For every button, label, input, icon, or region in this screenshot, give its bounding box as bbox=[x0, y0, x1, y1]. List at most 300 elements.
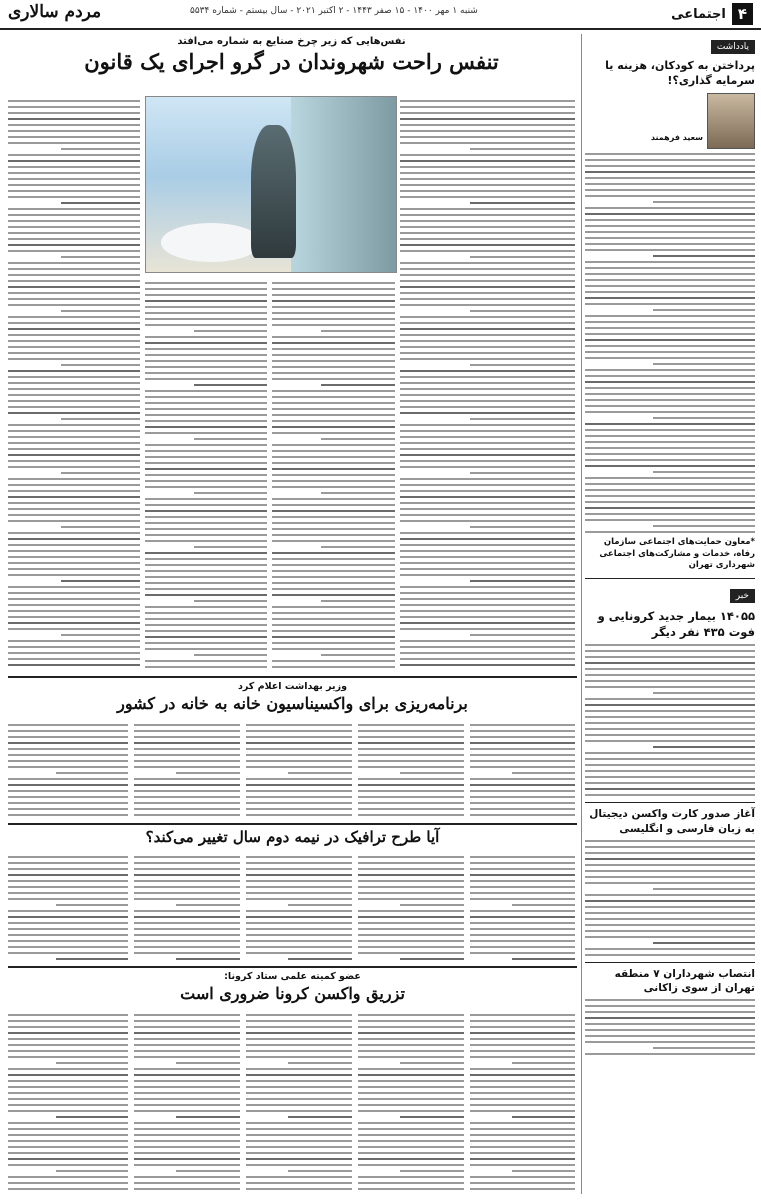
text-line bbox=[134, 1188, 240, 1190]
text-line bbox=[400, 592, 575, 594]
text-line bbox=[585, 447, 755, 449]
text-line bbox=[470, 1176, 575, 1178]
text-line bbox=[585, 870, 755, 872]
text-line bbox=[470, 1182, 575, 1184]
text-line bbox=[400, 112, 575, 114]
text-line bbox=[585, 453, 755, 455]
text-line bbox=[272, 426, 395, 428]
text-line bbox=[358, 874, 464, 876]
text-line bbox=[585, 477, 755, 479]
text-line bbox=[400, 352, 575, 354]
text-line bbox=[246, 886, 352, 888]
story3-text-column bbox=[358, 852, 464, 960]
text-line bbox=[8, 766, 128, 768]
text-line bbox=[470, 1056, 575, 1058]
text-line bbox=[400, 286, 575, 288]
text-line bbox=[246, 1134, 352, 1136]
text-line bbox=[470, 1068, 575, 1070]
text-line bbox=[134, 1152, 240, 1154]
text-line bbox=[272, 324, 395, 326]
text-line bbox=[134, 814, 240, 816]
text-line bbox=[585, 435, 755, 437]
story4-text-column bbox=[134, 1010, 240, 1190]
text-line bbox=[585, 429, 755, 431]
text-line bbox=[8, 226, 140, 228]
text-line bbox=[470, 310, 575, 312]
text-line bbox=[145, 294, 267, 296]
text-line bbox=[585, 321, 755, 323]
text-line bbox=[8, 1056, 128, 1058]
text-line bbox=[8, 610, 140, 612]
text-line bbox=[272, 378, 395, 380]
text-line bbox=[470, 1122, 575, 1124]
text-line bbox=[134, 1038, 240, 1040]
text-line bbox=[358, 1158, 464, 1160]
text-line bbox=[145, 450, 267, 452]
text-line bbox=[145, 642, 267, 644]
text-line bbox=[585, 680, 755, 682]
text-line bbox=[358, 928, 464, 930]
text-line bbox=[8, 910, 128, 912]
text-line bbox=[8, 550, 140, 552]
text-line bbox=[400, 328, 575, 330]
text-line bbox=[145, 360, 267, 362]
text-line bbox=[145, 474, 267, 476]
text-line bbox=[358, 1014, 464, 1016]
text-line bbox=[585, 894, 755, 896]
text-line bbox=[470, 580, 575, 582]
text-line bbox=[145, 648, 267, 650]
story3-title: آیا طرح ترافیک در نیمه دوم سال تغییر می‌کند؟ bbox=[145, 828, 440, 846]
text-line bbox=[176, 1062, 240, 1064]
text-line bbox=[194, 384, 267, 386]
text-line bbox=[470, 1128, 575, 1130]
text-line bbox=[246, 916, 352, 918]
text-line bbox=[8, 1122, 128, 1124]
photo-figure bbox=[251, 125, 296, 258]
text-line bbox=[288, 1116, 352, 1118]
text-line bbox=[145, 564, 267, 566]
text-line bbox=[8, 478, 140, 480]
text-line bbox=[8, 928, 128, 930]
text-line bbox=[8, 286, 140, 288]
text-line bbox=[8, 442, 140, 444]
text-line bbox=[288, 1062, 352, 1064]
text-line bbox=[8, 280, 140, 282]
text-line bbox=[246, 874, 352, 876]
text-line bbox=[8, 436, 140, 438]
text-line bbox=[8, 898, 128, 900]
text-line bbox=[400, 400, 575, 402]
text-line bbox=[145, 312, 267, 314]
text-line bbox=[470, 766, 575, 768]
text-line bbox=[246, 940, 352, 942]
text-line bbox=[145, 522, 267, 524]
text-line bbox=[145, 318, 267, 320]
text-line bbox=[470, 1158, 575, 1160]
text-line bbox=[400, 178, 575, 180]
story3-text-column bbox=[470, 852, 575, 960]
text-line bbox=[8, 328, 140, 330]
text-line bbox=[585, 153, 755, 155]
text-line bbox=[145, 462, 267, 464]
text-line bbox=[585, 519, 755, 521]
text-line bbox=[8, 784, 128, 786]
text-line bbox=[653, 255, 755, 257]
text-line bbox=[400, 454, 575, 456]
text-line bbox=[585, 207, 755, 209]
story2-text-column bbox=[134, 720, 240, 818]
text-line bbox=[400, 514, 575, 516]
text-line bbox=[585, 788, 755, 790]
text-line bbox=[8, 112, 140, 114]
text-line bbox=[400, 376, 575, 378]
text-line bbox=[246, 1050, 352, 1052]
text-line bbox=[8, 652, 140, 654]
text-line bbox=[134, 1080, 240, 1082]
text-line bbox=[653, 309, 755, 311]
text-line bbox=[585, 716, 755, 718]
text-line bbox=[134, 916, 240, 918]
text-line bbox=[321, 330, 395, 332]
text-line bbox=[246, 1086, 352, 1088]
text-line bbox=[8, 454, 140, 456]
text-lines bbox=[585, 93, 703, 149]
text-line bbox=[134, 1182, 240, 1184]
note-body bbox=[585, 153, 755, 533]
text-line bbox=[246, 898, 352, 900]
text-line bbox=[272, 282, 395, 284]
text-line bbox=[400, 586, 575, 588]
photo-curtain bbox=[291, 97, 396, 272]
text-line bbox=[400, 412, 575, 414]
text-line bbox=[400, 262, 575, 264]
text-line bbox=[8, 250, 140, 252]
text-line bbox=[585, 1005, 755, 1007]
text-line bbox=[246, 1176, 352, 1178]
text-line bbox=[358, 880, 464, 882]
text-line bbox=[246, 856, 352, 858]
text-line bbox=[8, 1080, 128, 1082]
text-line bbox=[470, 1086, 575, 1088]
story4-title: تزریق واکسن کرونا ضروری است bbox=[180, 984, 405, 1003]
text-line bbox=[288, 1170, 352, 1172]
text-line bbox=[470, 754, 575, 756]
text-line bbox=[134, 856, 240, 858]
text-line bbox=[400, 142, 575, 144]
text-line bbox=[400, 100, 575, 102]
text-line bbox=[8, 934, 128, 936]
text-line bbox=[246, 754, 352, 756]
text-line bbox=[585, 177, 755, 179]
text-line bbox=[400, 106, 575, 108]
text-line bbox=[246, 766, 352, 768]
text-line bbox=[272, 396, 395, 398]
text-line bbox=[400, 448, 575, 450]
text-line bbox=[358, 952, 464, 954]
text-line bbox=[321, 654, 395, 656]
text-line bbox=[8, 1092, 128, 1094]
story3-text-column bbox=[8, 852, 128, 960]
text-line bbox=[134, 928, 240, 930]
text-line bbox=[585, 740, 755, 742]
text-line bbox=[512, 958, 575, 960]
text-line bbox=[272, 360, 395, 362]
text-line bbox=[400, 568, 575, 570]
text-line bbox=[8, 880, 128, 882]
text-line bbox=[400, 598, 575, 600]
text-line bbox=[8, 946, 128, 948]
text-line bbox=[272, 504, 395, 506]
text-line bbox=[272, 372, 395, 374]
text-line bbox=[8, 916, 128, 918]
text-line bbox=[8, 640, 140, 642]
text-line bbox=[400, 436, 575, 438]
text-line bbox=[470, 814, 575, 816]
text-line bbox=[585, 243, 755, 245]
text-line bbox=[145, 570, 267, 572]
text-line bbox=[8, 160, 140, 162]
text-line bbox=[358, 1032, 464, 1034]
text-line bbox=[194, 546, 267, 548]
lead-photo bbox=[145, 96, 397, 273]
text-line bbox=[400, 274, 575, 276]
text-line bbox=[8, 166, 140, 168]
text-line bbox=[470, 1044, 575, 1046]
lead-kicker: نفس‌هایی که زیر چرخ صنایع به شماره می‌افتد bbox=[177, 36, 406, 47]
text-line bbox=[585, 291, 755, 293]
text-line bbox=[585, 656, 755, 658]
text-line bbox=[585, 219, 755, 221]
text-line bbox=[400, 562, 575, 564]
text-line bbox=[400, 958, 464, 960]
text-line bbox=[585, 912, 755, 914]
news1-body bbox=[585, 644, 755, 796]
text-line bbox=[8, 196, 140, 198]
text-line bbox=[585, 171, 755, 173]
text-line bbox=[145, 414, 267, 416]
text-line bbox=[145, 366, 267, 368]
text-line bbox=[400, 442, 575, 444]
text-line bbox=[8, 808, 128, 810]
text-line bbox=[8, 316, 140, 318]
text-line bbox=[246, 1158, 352, 1160]
text-line bbox=[246, 1140, 352, 1142]
text-line bbox=[400, 346, 575, 348]
text-line bbox=[145, 552, 267, 554]
text-line bbox=[512, 1116, 575, 1118]
text-line bbox=[272, 432, 395, 434]
text-line bbox=[400, 334, 575, 336]
text-line bbox=[145, 594, 267, 596]
text-line bbox=[272, 594, 395, 596]
text-line bbox=[272, 342, 395, 344]
text-line bbox=[585, 249, 755, 251]
text-line bbox=[8, 130, 140, 132]
text-line bbox=[145, 636, 267, 638]
text-line bbox=[400, 490, 575, 492]
text-line bbox=[272, 588, 395, 590]
text-line bbox=[470, 856, 575, 858]
text-line bbox=[272, 414, 395, 416]
text-line bbox=[134, 1056, 240, 1058]
text-line bbox=[134, 934, 240, 936]
text-line bbox=[8, 466, 140, 468]
text-line bbox=[470, 634, 575, 636]
text-line bbox=[145, 444, 267, 446]
text-line bbox=[134, 910, 240, 912]
text-line bbox=[145, 348, 267, 350]
text-line bbox=[272, 336, 395, 338]
text-line bbox=[585, 213, 755, 215]
text-line bbox=[400, 124, 575, 126]
text-line bbox=[358, 1056, 464, 1058]
text-line bbox=[8, 778, 128, 780]
news1-title: ۱۴۰۵۵ بیمار جدید کرونایی و فوت ۴۳۵ نفر دیگر bbox=[597, 609, 755, 639]
text-line bbox=[56, 1116, 128, 1118]
text-line bbox=[585, 357, 755, 359]
text-line bbox=[8, 1038, 128, 1040]
text-line bbox=[134, 892, 240, 894]
text-line bbox=[272, 306, 395, 308]
text-line bbox=[321, 438, 395, 440]
text-line bbox=[470, 1146, 575, 1148]
text-line bbox=[585, 728, 755, 730]
text-line bbox=[585, 918, 755, 920]
text-line bbox=[585, 752, 755, 754]
text-line bbox=[8, 754, 128, 756]
text-line bbox=[272, 468, 395, 470]
text-line bbox=[246, 796, 352, 798]
text-line bbox=[8, 760, 128, 762]
text-line bbox=[358, 1086, 464, 1088]
text-line bbox=[246, 808, 352, 810]
text-line bbox=[8, 1020, 128, 1022]
text-line bbox=[400, 370, 575, 372]
text-line bbox=[134, 1104, 240, 1106]
divider bbox=[585, 962, 755, 963]
text-line bbox=[61, 202, 140, 204]
text-line bbox=[585, 297, 755, 299]
text-line bbox=[470, 790, 575, 792]
text-line bbox=[400, 460, 575, 462]
text-line bbox=[246, 910, 352, 912]
text-line bbox=[194, 600, 267, 602]
text-line bbox=[400, 532, 575, 534]
text-line bbox=[8, 796, 128, 798]
text-line bbox=[8, 142, 140, 144]
text-line bbox=[470, 946, 575, 948]
text-line bbox=[145, 516, 267, 518]
story-rule bbox=[8, 823, 577, 825]
text-line bbox=[8, 184, 140, 186]
text-line bbox=[585, 405, 755, 407]
text-line bbox=[358, 766, 464, 768]
text-line bbox=[134, 868, 240, 870]
text-line bbox=[8, 868, 128, 870]
text-line bbox=[8, 502, 140, 504]
text-line bbox=[272, 420, 395, 422]
photo-cloud bbox=[161, 223, 261, 262]
text-line bbox=[358, 790, 464, 792]
text-line bbox=[8, 100, 140, 102]
text-line bbox=[246, 1068, 352, 1070]
story4-text-column bbox=[246, 1010, 352, 1190]
text-line bbox=[246, 1104, 352, 1106]
text-line bbox=[272, 648, 395, 650]
text-line bbox=[585, 650, 755, 652]
text-line bbox=[272, 294, 395, 296]
text-line bbox=[358, 1098, 464, 1100]
text-line bbox=[272, 312, 395, 314]
text-line bbox=[272, 552, 395, 554]
text-line bbox=[8, 562, 140, 564]
text-line bbox=[585, 423, 755, 425]
text-line bbox=[272, 540, 395, 542]
text-line bbox=[145, 372, 267, 374]
text-line bbox=[272, 480, 395, 482]
text-line bbox=[358, 1164, 464, 1166]
text-line bbox=[400, 280, 575, 282]
text-line bbox=[470, 1032, 575, 1034]
text-line bbox=[400, 484, 575, 486]
text-line bbox=[8, 1098, 128, 1100]
text-line bbox=[585, 930, 755, 932]
text-line bbox=[358, 754, 464, 756]
text-line bbox=[8, 1134, 128, 1136]
text-line bbox=[400, 496, 575, 498]
text-line bbox=[145, 342, 267, 344]
story-rule bbox=[8, 966, 577, 968]
text-line bbox=[134, 940, 240, 942]
text-line bbox=[8, 922, 128, 924]
text-line bbox=[585, 782, 755, 784]
text-line bbox=[512, 904, 575, 906]
text-line bbox=[585, 924, 755, 926]
text-line bbox=[358, 1176, 464, 1178]
text-line bbox=[400, 550, 575, 552]
text-line bbox=[400, 652, 575, 654]
text-line bbox=[585, 375, 755, 377]
text-line bbox=[134, 1014, 240, 1016]
text-line bbox=[585, 882, 755, 884]
text-line bbox=[8, 940, 128, 942]
text-line bbox=[585, 411, 755, 413]
text-line bbox=[8, 154, 140, 156]
text-line bbox=[246, 814, 352, 816]
text-line bbox=[470, 922, 575, 924]
text-line bbox=[470, 760, 575, 762]
text-line bbox=[470, 892, 575, 894]
text-line bbox=[272, 348, 395, 350]
text-line bbox=[585, 165, 755, 167]
text-line bbox=[134, 1110, 240, 1112]
text-line bbox=[400, 658, 575, 660]
text-line bbox=[585, 315, 755, 317]
text-line bbox=[272, 612, 395, 614]
text-line bbox=[512, 772, 575, 774]
text-line bbox=[358, 730, 464, 732]
text-line bbox=[585, 1053, 755, 1055]
text-line bbox=[8, 136, 140, 138]
text-line bbox=[272, 402, 395, 404]
news3-title: انتصاب شهرداران ۷ منطقه تهران از سوی زاکانی bbox=[614, 967, 755, 994]
text-line bbox=[8, 664, 140, 666]
text-line bbox=[8, 658, 140, 660]
text-line bbox=[8, 1110, 128, 1112]
text-line bbox=[246, 1098, 352, 1100]
text-line bbox=[8, 616, 140, 618]
